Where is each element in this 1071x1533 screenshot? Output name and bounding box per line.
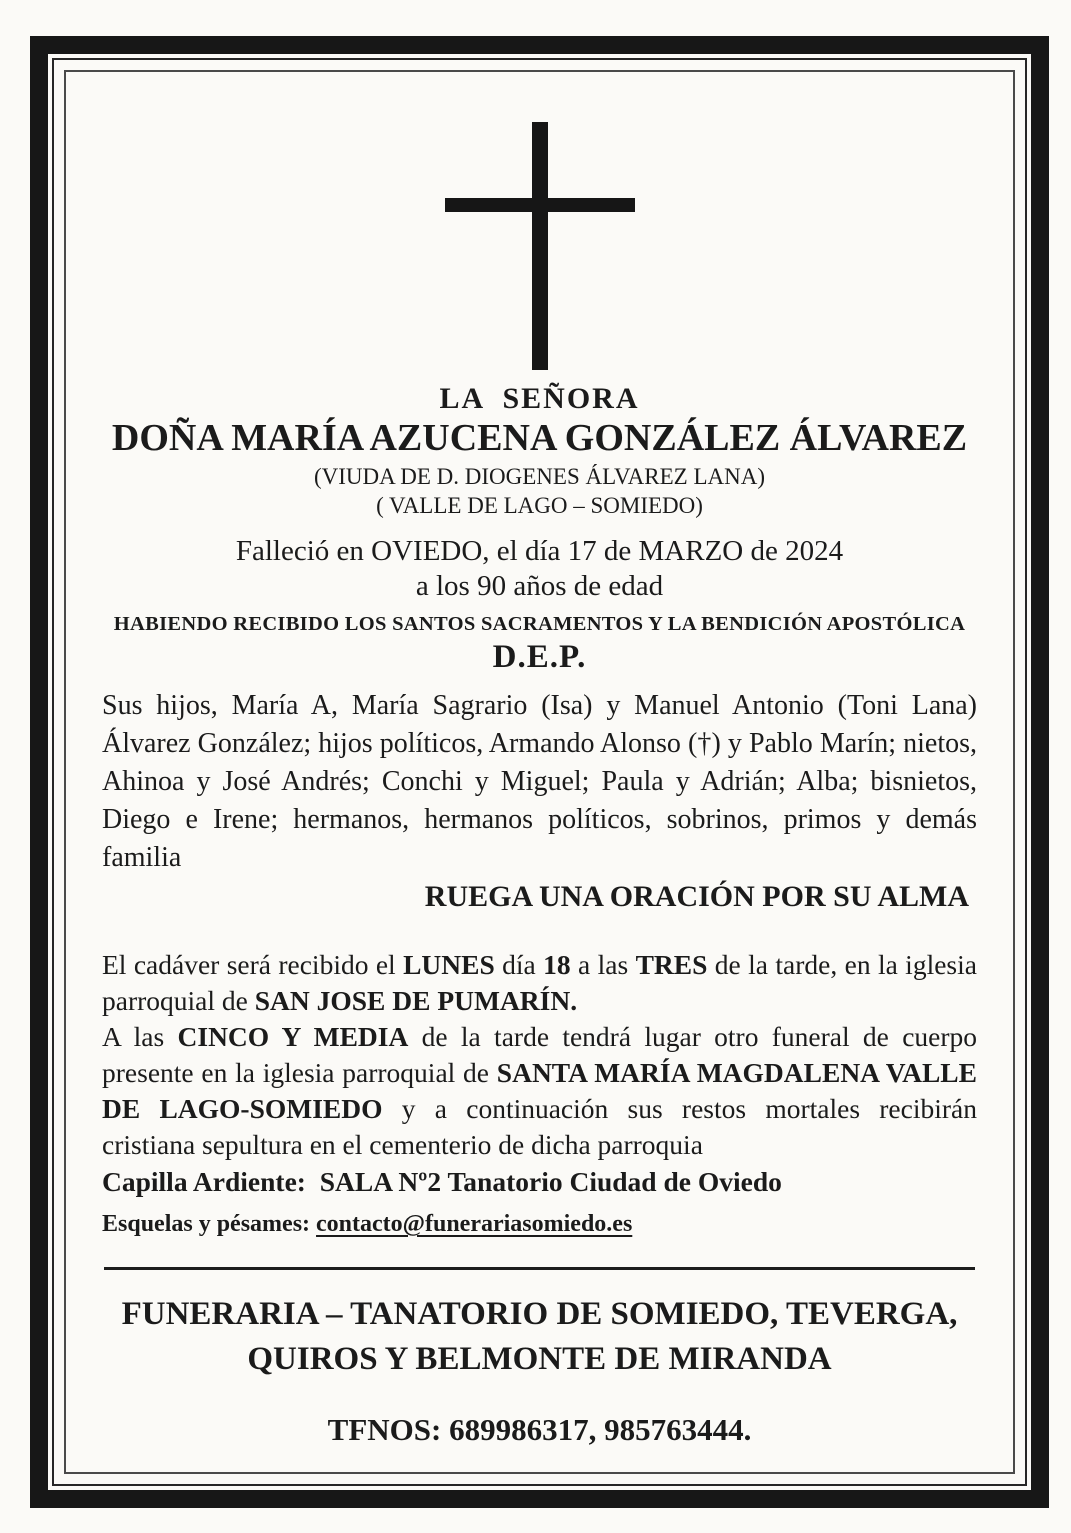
memorial-cross-icon: [102, 72, 977, 370]
burning-chapel-line: Capilla Ardiente: SALA Nº2 Tanatorio Ciudad de Oviedo: [102, 1166, 782, 1197]
footer-separator-line: [104, 1267, 975, 1270]
second-funeral-paragraph: A las CINCO Y MEDIA de la tarde tendrá lugar otro funeral de cuerpo presente en la iglesia parroquial de SANTA MARÍA MAGDALENA VALLE DE LAGO-SOMIEDO y a continuación sus restos mortales recibirán cristiana sepultura en el cementerio de dicha parroquia: [102, 1021, 978, 1160]
sacraments-line: HABIENDO RECIBIDO LOS SANTOS SACRAMENTOS Y LA BENDICIÓN APOSTÓLICA: [113, 613, 966, 635]
origin-place-line: ( VALLE DE LAGO – SOMIEDO): [376, 493, 703, 518]
funeral-home-line2: QUIROS Y BELMONTE DE MIRANDA: [247, 1341, 832, 1377]
reception-paragraph: El cadáver será recibido el LUNES día 18 a las TRES de la tarde, en la iglesia parroquial de SAN JOSE DE PUMARÍN.: [102, 949, 977, 1016]
honorific-title: LA SEÑORA: [439, 382, 640, 415]
middle-border-line: [52, 58, 1027, 1486]
dep-abbreviation: D.E.P.: [492, 639, 587, 675]
phone-numbers-line: TFNOS: 689986317, 985763444.: [327, 1412, 752, 1447]
family-paragraph: Sus hijos, María A, María Sagrario (Isa) y Manuel Antonio (Toni Lana) Álvarez González; hijos políticos, Armando Alonso (†) y Pablo Marín; nietos, Ahinoa y José Andrés; Conchi y Miguel; Paula y Adrián; Alba; bisnietos, Diego e Irene; hermanos, hermanos políticos, sobrinos, primos y demás familia: [102, 690, 977, 873]
outer-black-frame: [30, 36, 1049, 1508]
widow-of-line: (VIUDA DE D. DIOGENES ÁLVAREZ LANA): [313, 464, 766, 489]
obituary-content: [66, 72, 1013, 1472]
inner-border-line: [64, 70, 1015, 1474]
deceased-name: DOÑA MARÍA AZUCENA GONZÁLEZ ÁLVAREZ: [111, 417, 968, 459]
funeral-home-name: [102, 1292, 977, 1382]
age-line: a los 90 años de edad: [415, 570, 664, 602]
prayer-request-line: RUEGA UNA ORACIÓN POR SU ALMA: [424, 880, 969, 913]
death-date-line: Falleció en OVIEDO, el día 17 de MARZO de 2024: [235, 535, 844, 567]
condolences-line: Esquelas y pésames: contacto@funerariasomiedo.es: [102, 1211, 633, 1237]
funeral-home-line1: FUNERARIA – TANATORIO DE SOMIEDO, TEVERGA,: [121, 1296, 958, 1332]
